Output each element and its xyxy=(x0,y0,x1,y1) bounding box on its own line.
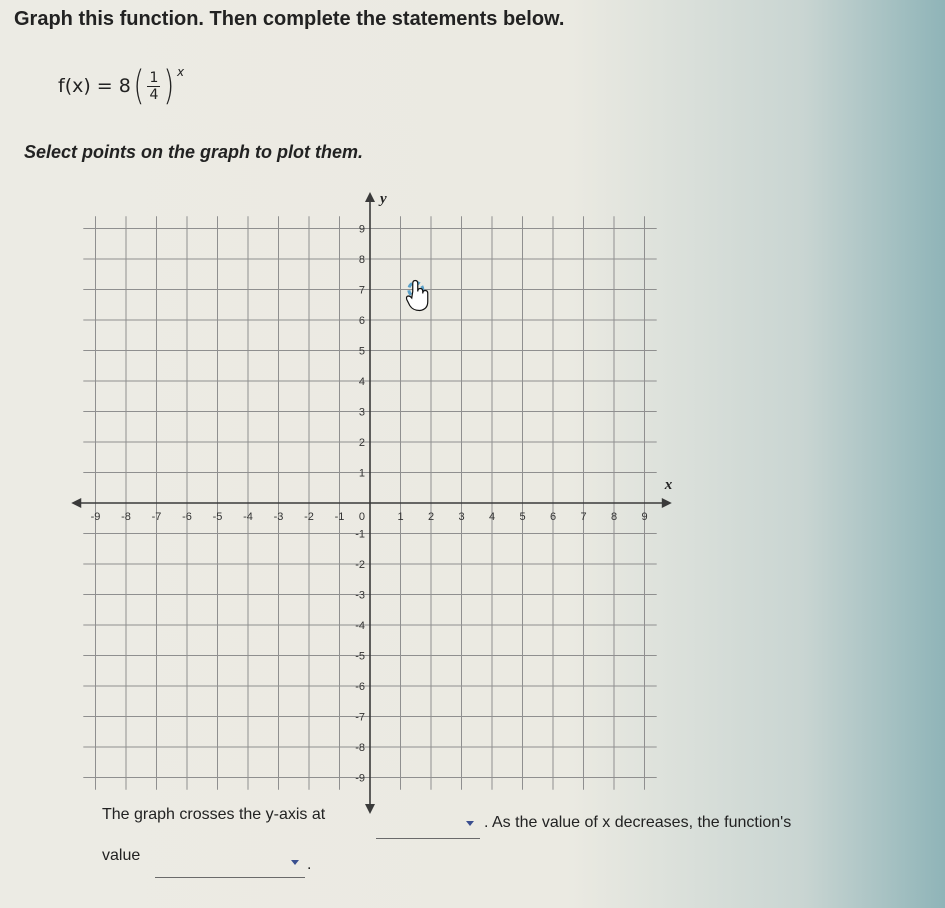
x-tick-label: -4 xyxy=(243,511,253,523)
y-tick-label: 2 xyxy=(358,437,365,449)
y-tick-label: -1 xyxy=(355,528,365,541)
y-tick-label: -4 xyxy=(355,620,365,632)
formula-fraction xyxy=(147,70,160,103)
statement-1-suffix: . As the value of x decreases, the function's xyxy=(484,814,792,831)
x-tick-label: 4 xyxy=(488,511,496,523)
y-axis-label: y xyxy=(380,191,387,208)
x-tick-label: -1 xyxy=(334,511,345,523)
formula-exponent: x xyxy=(177,65,185,79)
y-tick-label: 1 xyxy=(358,467,365,480)
graph-container xyxy=(70,178,673,785)
page-title: Graph this function. Then complete the statements below. xyxy=(14,8,565,30)
y-tick-label: -9 xyxy=(355,772,365,785)
y-tick-label: 4 xyxy=(358,376,365,388)
function-formula xyxy=(58,63,185,109)
y-intercept-dropdown[interactable] xyxy=(376,812,480,839)
x-tick-label: 6 xyxy=(549,511,557,523)
dropdown-arrow-icon xyxy=(466,821,474,826)
x-tick-label: -3 xyxy=(273,511,284,523)
statement-2-suffix: . xyxy=(307,856,312,873)
x-tick-label: 5 xyxy=(519,511,526,523)
x-tick-label: 1 xyxy=(397,511,404,523)
origin-label: 0 xyxy=(358,511,365,523)
x-axis-arrow-left-icon xyxy=(71,498,81,508)
x-tick-label: -9 xyxy=(90,511,101,523)
y-tick-label: -5 xyxy=(355,650,365,663)
left-paren: ( xyxy=(133,63,145,109)
y-tick-label: 9 xyxy=(358,223,365,236)
formula-lhs: f(x) = 8 xyxy=(58,75,131,97)
y-tick-label: -8 xyxy=(355,742,365,754)
x-tick-label: -6 xyxy=(182,511,192,523)
right-paren: ) xyxy=(163,63,175,109)
y-tick-label: 8 xyxy=(358,254,365,266)
y-tick-label: 3 xyxy=(358,406,365,419)
coordinate-graph[interactable] xyxy=(70,178,673,785)
statement-2-prefix: value xyxy=(102,847,141,864)
y-tick-label: -2 xyxy=(355,559,365,571)
x-axis-arrow-right-icon xyxy=(662,498,672,508)
y-tick-label: -6 xyxy=(355,681,365,693)
x-tick-label: -7 xyxy=(151,511,162,523)
fraction-denominator: 4 xyxy=(149,86,159,103)
x-tick-label: 3 xyxy=(458,511,465,523)
x-tick-label: 9 xyxy=(641,511,648,523)
x-tick-label: -5 xyxy=(212,511,223,523)
y-axis-arrow-down-icon xyxy=(365,804,375,814)
y-tick-label: 7 xyxy=(358,284,365,297)
x-tick-label: -8 xyxy=(121,511,131,523)
x-tick-label: 2 xyxy=(427,511,435,523)
dropdown-arrow-icon xyxy=(291,860,299,865)
y-axis-arrow-up-icon xyxy=(365,192,375,202)
statement-1-prefix: The graph crosses the y-axis at xyxy=(102,806,326,823)
y-tick-label: 5 xyxy=(358,345,365,358)
instruction-text: Select points on the graph to plot them. xyxy=(24,142,364,162)
y-tick-label: 6 xyxy=(358,315,365,327)
y-tick-label: -3 xyxy=(355,589,365,602)
y-tick-label: -7 xyxy=(355,711,365,724)
x-axis-label: x xyxy=(664,477,673,493)
x-tick-label: 8 xyxy=(610,511,618,523)
x-tick-label: -2 xyxy=(304,511,314,523)
fraction-numerator: 1 xyxy=(149,69,159,86)
behavior-dropdown[interactable] xyxy=(155,851,305,878)
x-tick-label: 7 xyxy=(580,511,587,523)
